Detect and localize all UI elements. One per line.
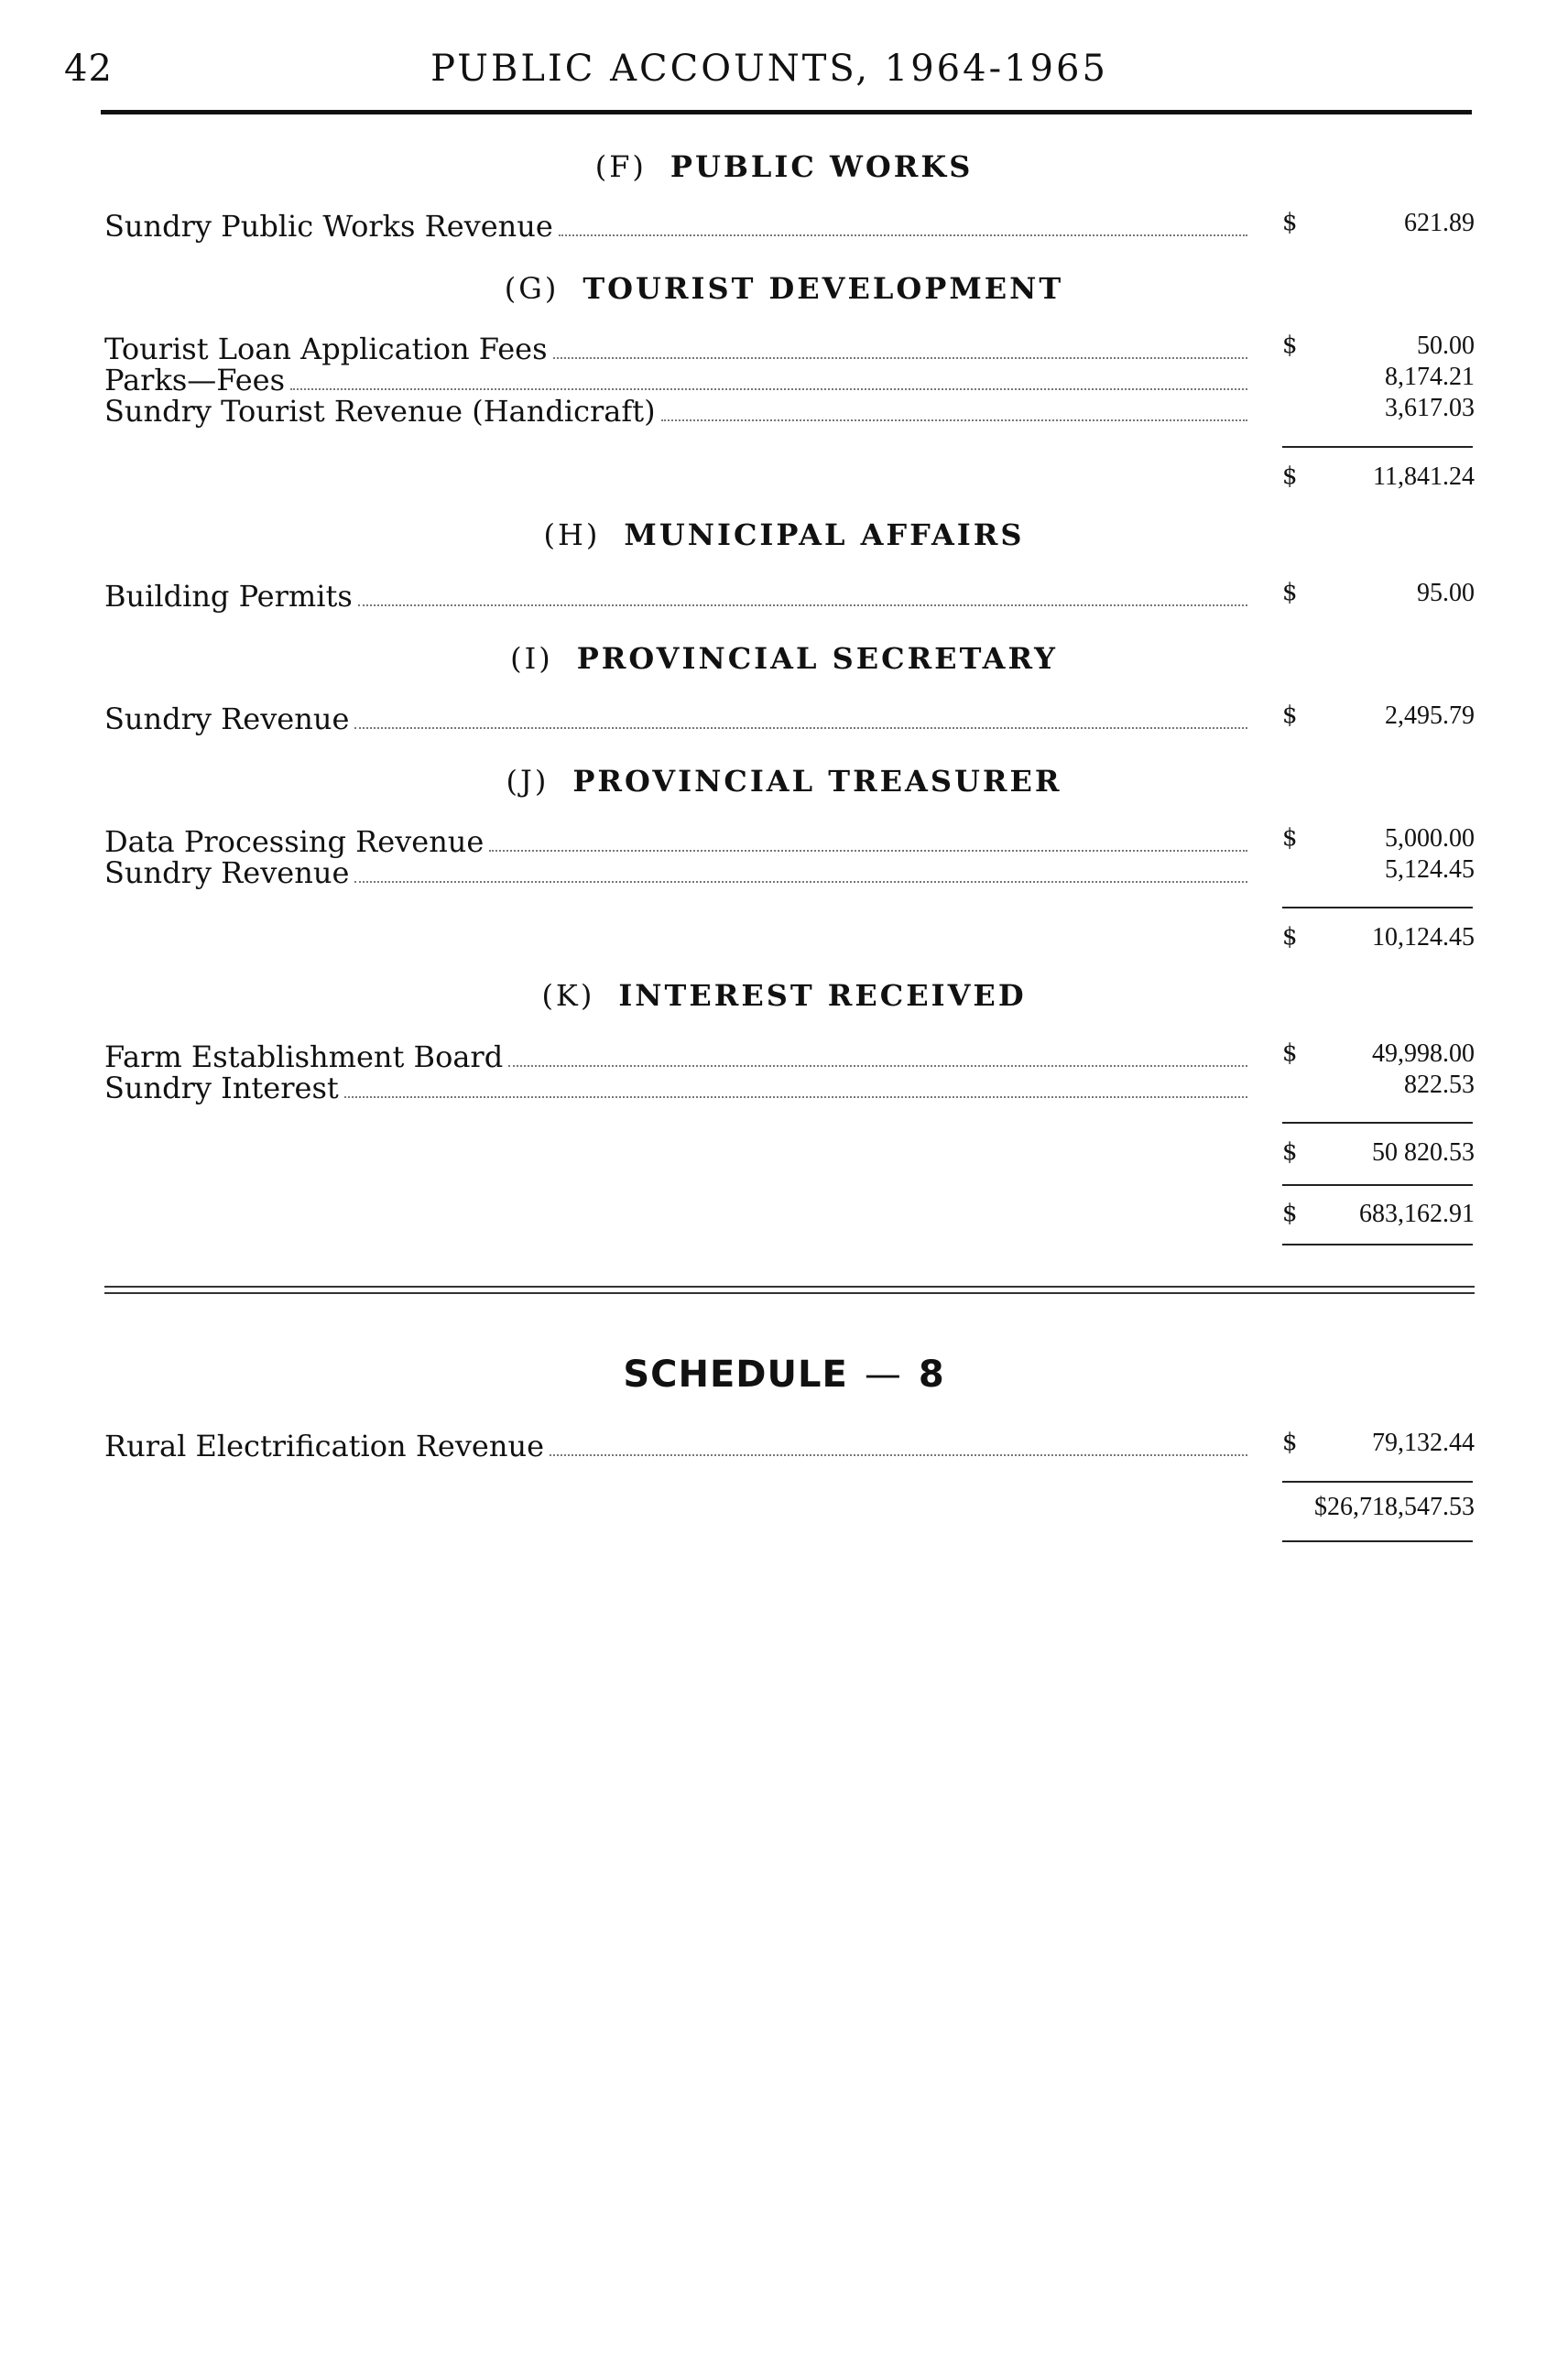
dot-leader <box>354 881 1247 883</box>
page-number: 42 <box>64 48 113 90</box>
line-item: Data Processing Revenue $ 5,000.00 <box>104 824 1475 859</box>
schedule-total-rule <box>1282 1481 1473 1483</box>
amount: 5,124.45 <box>1385 855 1475 884</box>
subtotal-row: $ 10,124.45 <box>1282 923 1475 952</box>
dot-leader <box>661 419 1247 421</box>
dot-leader <box>508 1065 1247 1067</box>
section-title-interest-received: (K) INTEREST RECEIVED <box>541 978 1027 1013</box>
line-item: Sundry Public Works Revenue $ 621.89 <box>104 209 1475 244</box>
subtotal-rule <box>1282 446 1473 448</box>
line-item: Sundry Tourist Revenue (Handicraft) 3,617.03 <box>104 394 1475 429</box>
grand-total-rule <box>1282 1184 1473 1186</box>
line-item: Building Permits $ 95.00 <box>104 579 1475 614</box>
line-item: Farm Establishment Board $ 49,998.00 <box>104 1039 1475 1074</box>
dot-leader <box>553 357 1247 359</box>
amount: 3,617.03 <box>1385 394 1475 422</box>
line-item: Parks—Fees 8,174.21 <box>104 363 1475 397</box>
amount: 2,495.79 <box>1385 702 1475 730</box>
dot-leader <box>489 850 1247 852</box>
section-title-provincial-treasurer: (J) PROVINCIAL TREASURER <box>506 764 1062 799</box>
grand-total-underline <box>1282 1244 1473 1245</box>
page-header <box>64 48 1475 103</box>
subtotal-rule <box>1282 1122 1473 1124</box>
schedule-total-underline <box>1282 1540 1473 1542</box>
amount: 95.00 <box>1417 579 1475 607</box>
dot-leader <box>290 388 1247 390</box>
grand-total-row: $ 683,162.91 <box>1282 1200 1475 1228</box>
amount: 79,132.44 <box>1372 1429 1475 1457</box>
dot-leader <box>344 1096 1247 1098</box>
running-title: PUBLIC ACCOUNTS, 1964-1965 <box>430 48 1108 90</box>
amount: 822.53 <box>1404 1071 1475 1099</box>
section-title-public-works: (F) PUBLIC WORKS <box>594 149 974 184</box>
subtotal-rule <box>1282 907 1473 908</box>
section-title-municipal-affairs: (H) MUNICIPAL AFFAIRS <box>543 517 1025 552</box>
schedule-total-amount: $26,718,547.53 <box>1314 1493 1475 1521</box>
section-separator <box>104 1286 1475 1295</box>
line-item: Tourist Loan Application Fees $ 50.00 <box>104 332 1475 366</box>
section-title-tourist-development: (G) TOURIST DEVELOPMENT <box>504 271 1064 306</box>
dot-leader <box>559 234 1247 236</box>
subtotal-row: $ 11,841.24 <box>1282 462 1475 491</box>
subtotal-amount: 10,124.45 <box>1372 923 1475 952</box>
amount: 8,174.21 <box>1385 363 1475 391</box>
amount: 5,000.00 <box>1385 824 1475 853</box>
grand-total-amount: 683,162.91 <box>1359 1200 1475 1228</box>
dot-leader <box>358 604 1247 606</box>
line-item: Sundry Revenue 5,124.45 <box>104 855 1475 890</box>
line-item: Sundry Revenue $ 2,495.79 <box>104 702 1475 736</box>
dot-leader <box>550 1454 1247 1456</box>
dot-leader <box>354 727 1247 729</box>
line-item: Rural Electrification Revenue $ 79,132.44 <box>104 1429 1475 1463</box>
schedule-total-row <box>104 1493 1475 1528</box>
subtotal-amount: 11,841.24 <box>1373 462 1475 491</box>
header-rule <box>101 110 1472 114</box>
section-title-provincial-secretary: (I) PROVINCIAL SECRETARY <box>510 641 1058 676</box>
subtotal-row: $ 50 820.53 <box>1282 1138 1475 1167</box>
amount: 50.00 <box>1417 332 1475 360</box>
line-item: Sundry Interest 822.53 <box>104 1071 1475 1105</box>
amount: 621.89 <box>1404 209 1475 237</box>
amount: 49,998.00 <box>1372 1039 1475 1068</box>
schedule-title: SCHEDULE — 8 <box>623 1354 945 1396</box>
subtotal-amount: 50 820.53 <box>1372 1138 1475 1167</box>
